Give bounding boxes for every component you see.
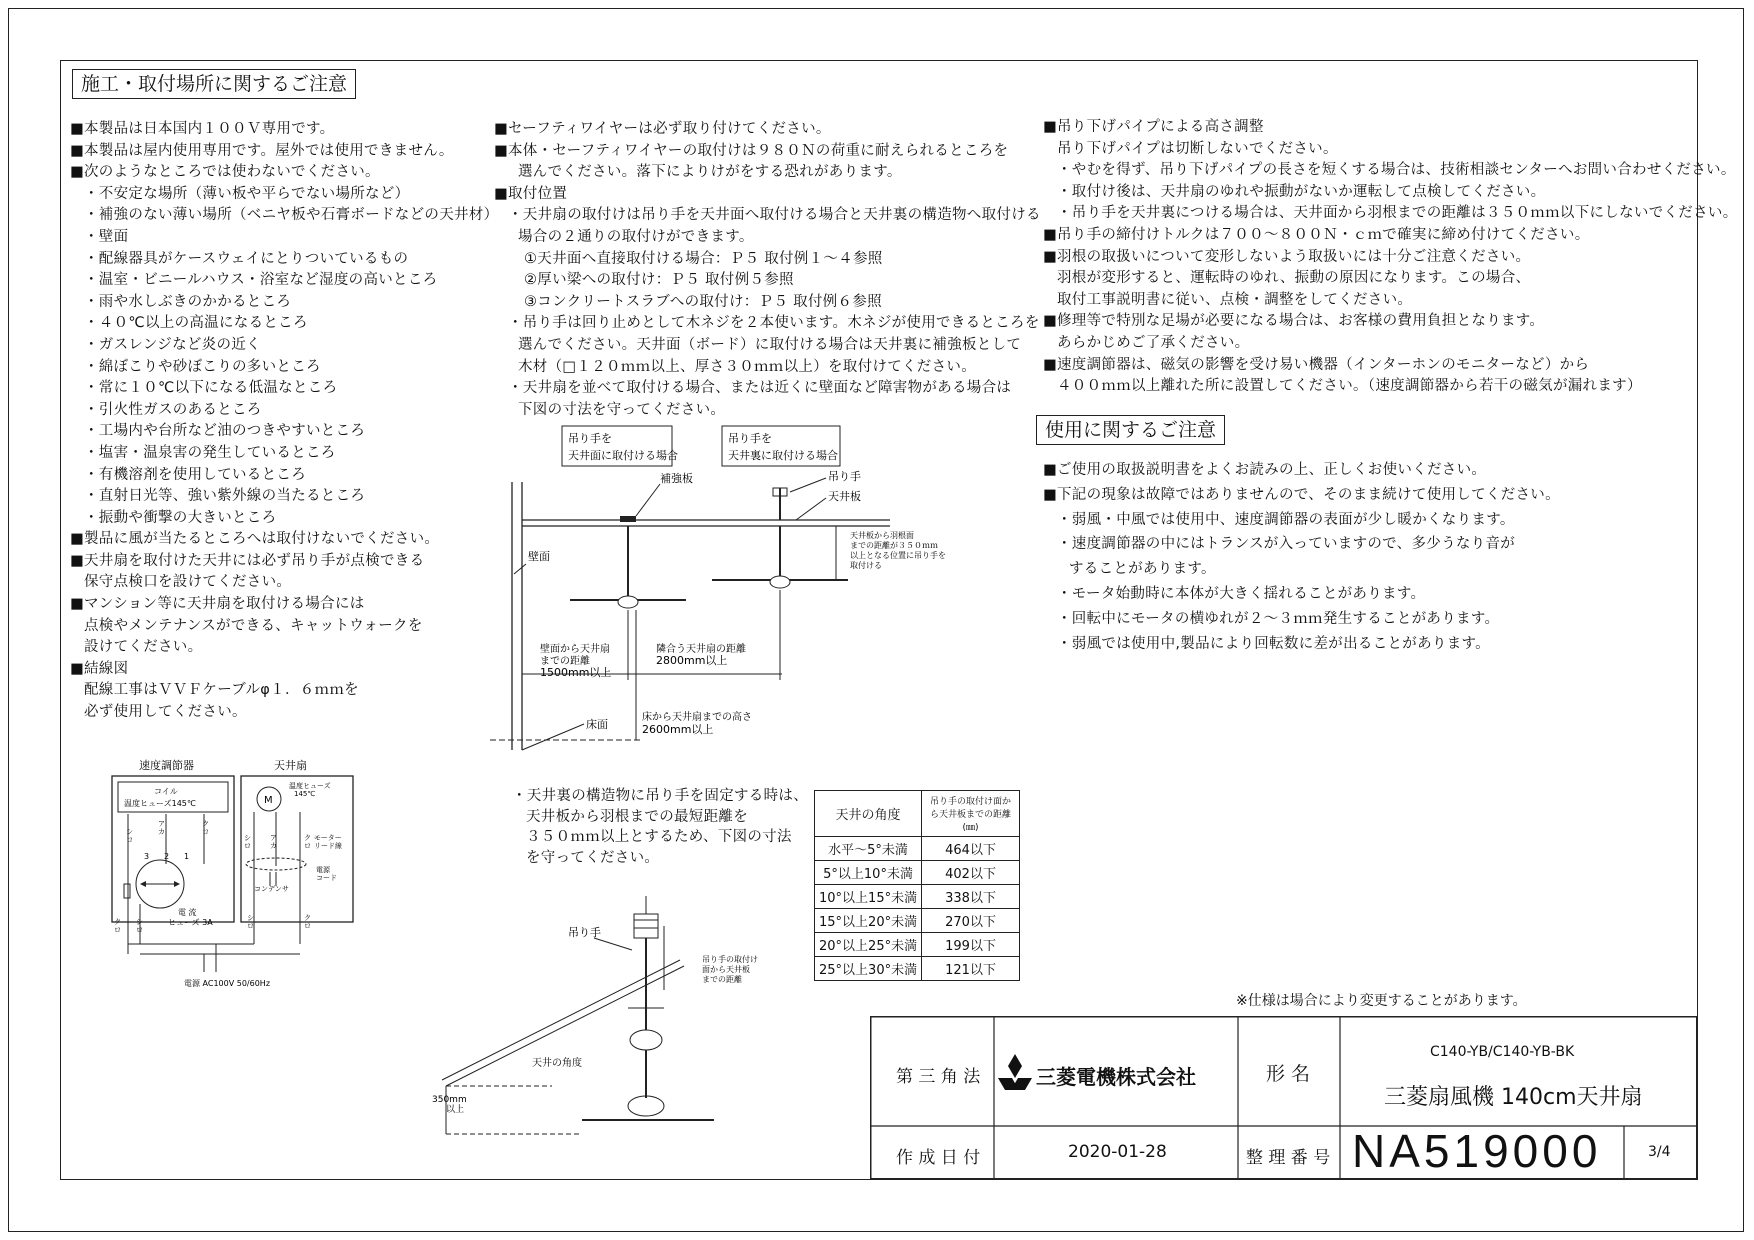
angle-cell: 10°以上15°未満 xyxy=(815,885,922,909)
wall-dist-line3: 1500mm以上 xyxy=(540,666,612,679)
text-line: ■結線図 xyxy=(70,660,129,677)
text-line: 場合の２通りの取付けができます。 xyxy=(518,228,754,245)
ceiling-fan-label: 天井扇 xyxy=(274,759,307,772)
mm350-line2: 以上 xyxy=(446,1105,465,1115)
text-line: ■本体・セーフティワイヤーの取付けは９８０Ｎの荷重に耐えられるところを xyxy=(494,142,1009,159)
wiring-diagram xyxy=(104,754,364,994)
text-line: ・回転中にモータの横ゆれが２～３ｍｍ発生することがあります。 xyxy=(1057,610,1500,627)
text-line: ・雨や水しぶきのかかるところ xyxy=(84,293,292,310)
mm350-line1: 350mm xyxy=(432,1095,467,1105)
text-line: 選んでください。落下によりけがをする恐れがあります。 xyxy=(518,164,902,181)
text-line: 保守点検口を設けてください。 xyxy=(84,574,292,591)
motor-label: M xyxy=(264,795,273,806)
distance-cell: 270以下 xyxy=(922,909,1020,933)
distance-cell: 121以下 xyxy=(922,957,1020,981)
text-line: ①天井面へ直接取付ける場合：Ｐ５ 取付例１～４参照 xyxy=(524,250,883,267)
text-line: ・取付け後は、天井扇のゆれや振動がないか運転して点検してください。 xyxy=(1057,183,1546,200)
text-line: ■マンション等に天井扇を取付ける場合には xyxy=(70,596,365,613)
sloped-ceiling-diagram xyxy=(432,890,782,1150)
text-line: ■ご使用の取扱説明書をよくお読みの上、正しくお使いください。 xyxy=(1043,462,1487,478)
fuse-label-2: 145℃ xyxy=(294,790,316,798)
text-line: ・配線器具がケースウェイにとりついているもの xyxy=(84,250,409,267)
text-line: ■速度調節器は、磁気の影響を受け易い機器（インターホンのモニターなど）から xyxy=(1043,356,1590,373)
text-line: ・天井扇の取付けは吊り手を天井面へ取付ける場合と天井裏の構造物へ取付ける xyxy=(508,207,1041,224)
angle-table-header-distance: 吊り手の取付け面から天井板までの距離(㎜) xyxy=(922,791,1020,837)
tsurite2-label: 吊り手 xyxy=(568,926,601,939)
text-line: 取付工事説明書に従い、点検・調整をしてください。 xyxy=(1057,291,1413,308)
distance-cell: 199以下 xyxy=(922,933,1020,957)
number-label: 整 理 番 号 xyxy=(1246,1148,1331,1168)
box2-line1: 吊り手を xyxy=(728,432,772,445)
text-line: ・壁面 xyxy=(84,228,129,245)
angle-cell: 25°以上30°未満 xyxy=(815,957,922,981)
angle-label: 天井の角度 xyxy=(532,1058,582,1069)
dist350-line3: 以上となる位置に吊り手を xyxy=(850,551,946,560)
adj-dist-line1: 隣合う天井扇の距離 xyxy=(656,644,746,655)
text-line: ３５０ｍｍ以上とするため、下図の寸法 xyxy=(526,829,792,845)
text-line: ■羽根の取扱いについて変形しないよう取扱いには十分ご注意ください。 xyxy=(1043,248,1531,265)
text-line: ・弱風・中風では使用中、速度調節器の表面が少し暖かくなります。 xyxy=(1057,511,1515,528)
svg-text:ロ: ロ xyxy=(202,828,209,836)
angle-cell: 水平～5°未満 xyxy=(815,837,922,861)
document-number: NA519000 xyxy=(1352,1125,1602,1177)
text-line: ・吊り手は回り止めとして木ネジを２本使います。木ネジが使用できるところを xyxy=(508,315,1040,332)
section-title-installation: 施工・取付場所に関するご注意 xyxy=(72,69,356,99)
adj-dist-line2: 2800mm以上 xyxy=(656,654,728,667)
product-name: 三菱扇風機 140cm天井扇 xyxy=(1384,1085,1643,1110)
svg-text:1: 1 xyxy=(184,852,190,861)
text-line: ・４０℃以上の高温になるところ xyxy=(84,315,308,332)
svg-text:ア: ア xyxy=(158,820,165,828)
text-line: ・直射日光等、強い紫外線の当たるところ xyxy=(84,488,366,505)
text-line: ・天井扇を並べて取付ける場合、または近くに壁面など障害物がある場合は xyxy=(508,380,1012,397)
speed-controller-label: 速度調節器 xyxy=(139,759,194,772)
text-line: ・ガスレンジなど炎の近く xyxy=(84,336,261,353)
svg-text:シ: シ xyxy=(244,834,251,842)
text-line: ■吊り手の締付けトルクは７００～８００Ｎ・ｃｍで確実に締め付けてください。 xyxy=(1043,226,1590,243)
svg-text:ク: ク xyxy=(304,914,311,922)
creation-date: 2020-01-28 xyxy=(1068,1142,1167,1162)
projection-label: 第 三 角 法 xyxy=(896,1067,981,1087)
text-line: ・モータ始動時に本体が大きく揺れることがあります。 xyxy=(1057,585,1426,602)
table-row xyxy=(815,957,1020,981)
text-line: ■吊り下げパイプによる高さ調整 xyxy=(1043,119,1264,135)
svg-text:カ: カ xyxy=(158,828,165,836)
model-label: 形 名 xyxy=(1266,1063,1311,1085)
column-2-text xyxy=(494,119,1041,421)
text-line: ・塩害・温泉害の発生しているところ xyxy=(84,444,336,461)
text-line: ・温室・ビニールハウス・浴室など湿度の高いところ xyxy=(84,272,438,289)
text-line: ・引火性ガスのあるところ xyxy=(84,401,262,418)
text-line: ■取付位置 xyxy=(494,185,568,202)
text-line: ■製品に風が当たるところへは取付けないでください。 xyxy=(70,531,440,548)
box1-line1: 吊り手を xyxy=(568,432,612,445)
motor-lead-label-1: モーター xyxy=(314,834,342,842)
svg-text:3: 3 xyxy=(144,852,150,861)
text-line: ・やむを得ず、吊り下げパイプの長さを短くする場合は、技術相談センターへお問い合わせください。 xyxy=(1057,162,1736,179)
svg-text:ロ: ロ xyxy=(114,926,121,934)
svg-text:ロ: ロ xyxy=(136,926,143,934)
angle-table xyxy=(814,790,1020,981)
model-code: C140-YB/C140-YB-BK xyxy=(1430,1044,1575,1060)
text-line: ・弱風では使用中,製品により回転数に差が出ることがあります。 xyxy=(1057,635,1490,652)
svg-text:2: 2 xyxy=(164,852,170,861)
floor-dist-line2: 2600mm以上 xyxy=(642,723,714,736)
angle-cell: 20°以上25°未満 xyxy=(815,933,922,957)
text-line: ・天井裏の構造物に吊り手を固定する時は、 xyxy=(512,788,808,804)
current-fuse-label-2: ヒューズ 3A xyxy=(168,918,213,927)
text-line: ■修理等で特別な足場が必要になる場合は、お客様の費用負担となります。 xyxy=(1043,313,1545,330)
text-line: ③コンクリートスラブへの取付け：Ｐ５ 取付例６参照 xyxy=(524,293,882,310)
thermal-fuse-label: 温度ヒューズ145℃ xyxy=(124,799,196,808)
svg-text:カ: カ xyxy=(270,842,277,850)
text-line: 下図の寸法を守ってください。 xyxy=(518,401,726,418)
angle-table-header-angle: 天井の角度 xyxy=(815,791,922,837)
distance-cell: 338以下 xyxy=(922,885,1020,909)
spec-change-note: ※仕様は場合により変更することがあります。 xyxy=(1236,993,1527,1009)
svg-text:シ: シ xyxy=(126,828,133,836)
condenser-label: コンデンサ xyxy=(254,885,289,893)
svg-text:ロ: ロ xyxy=(304,922,311,930)
table-row xyxy=(815,909,1020,933)
text-line: ■天井扇を取付けた天井には必ず吊り手が点検できる xyxy=(70,552,425,569)
text-line: 木材（□１２０ｍｍ以上、厚さ３０ｍｍ以上）を取付けてください。 xyxy=(518,358,976,375)
svg-text:ア: ア xyxy=(270,834,277,842)
text-line: あらかじめご了承ください。 xyxy=(1057,334,1250,351)
speed-controller-box xyxy=(112,776,234,922)
text-line: ■セーフティワイヤーは必ず取り付けてください。 xyxy=(494,121,831,137)
date-label: 作 成 日 付 xyxy=(896,1148,981,1168)
wall-dist-line2: までの距離 xyxy=(540,656,590,667)
company-name: 三菱電機株式会社 xyxy=(1036,1065,1196,1089)
box1-line2: 天井面に取付ける場合 xyxy=(568,449,678,462)
text-line: 設けてください。 xyxy=(84,639,203,656)
column-1-text xyxy=(70,119,498,724)
box2-line2: 天井裏に取付ける場合 xyxy=(728,449,838,462)
text-line: ・工場内や台所など油のつきやすいところ xyxy=(84,423,366,440)
distance-cell: 402以下 xyxy=(922,861,1020,885)
text-line: ・有機溶剤を使用しているところ xyxy=(84,466,306,483)
usage-notes-text xyxy=(1043,458,1560,656)
svg-text:ロ: ロ xyxy=(244,842,251,850)
svg-text:ク: ク xyxy=(304,834,311,842)
dist350-line2: までの距離が３５０ｍｍ xyxy=(850,541,938,550)
svg-text:ク: ク xyxy=(114,918,121,926)
table-row xyxy=(815,861,1020,885)
dist350-line1: 天井板から羽根面 xyxy=(850,531,914,540)
text-line: することがあります。 xyxy=(1069,561,1216,578)
text-line: ■本製品は日本国内１００Ｖ専用です。 xyxy=(70,121,335,137)
power-label: 電源 AC100V 50/60Hz xyxy=(184,979,271,988)
text-line: ・振動や衝撃の大きいところ xyxy=(84,509,277,526)
power-cord-label-2: コード xyxy=(316,874,337,882)
coil-label: コイル xyxy=(154,787,178,796)
tenjoita-label: 天井板 xyxy=(828,490,861,503)
text-line: 選んでください。天井面（ボード）に取付ける場合は天井裏に補強板として xyxy=(518,336,1022,353)
text-line: 点検やメンテナンスができる、キャットウォークを xyxy=(84,617,423,634)
wall-label: 壁面 xyxy=(528,550,550,563)
power-cord-label-1: 電源 xyxy=(316,866,330,874)
svg-text:ロ: ロ xyxy=(247,922,254,930)
svg-text:ロ: ロ xyxy=(304,842,311,850)
wall-dist-line1: 壁面から天井扇 xyxy=(540,644,610,655)
table-row xyxy=(815,933,1020,957)
svg-text:シ: シ xyxy=(247,914,254,922)
text-line: 吊り下げパイプは切断しないでください。 xyxy=(1057,140,1338,157)
text-line: 必ず使用してください。 xyxy=(84,704,247,721)
motor-lead-label-2: リード線 xyxy=(314,842,342,850)
dist350-line4: 取付ける xyxy=(850,561,882,570)
section-title-usage: 使用に関するご注意 xyxy=(1036,415,1225,445)
current-fuse-label-1: 電 流 xyxy=(178,908,197,917)
table-row xyxy=(815,837,1020,861)
dist2-line1: 吊り手の取付け xyxy=(702,955,758,964)
text-line: ・不安定な場所（薄い板や平らでない場所など） xyxy=(84,185,410,202)
text-line: ・吊り手を天井裏につける場合は、天井面から羽根までの距離は３５０ｍｍ以下にしないでください。 xyxy=(1057,205,1738,222)
svg-text:シ: シ xyxy=(136,918,143,926)
fuse-label-1: 温度ヒューズ xyxy=(289,782,331,790)
installation-diagram xyxy=(490,420,946,770)
text-line: ・常に１０℃以下になる低温なところ xyxy=(84,380,338,397)
angle-cell: 15°以上20°未満 xyxy=(815,909,922,933)
text-line: 配線工事はＶＶＦケーブルφ１．６ｍｍを xyxy=(84,682,359,699)
text-line: 羽根が変形すると、運転時のゆれ、振動の原因になります。この場合、 xyxy=(1057,270,1531,287)
svg-text:ロ: ロ xyxy=(126,836,133,844)
text-line: を守ってください。 xyxy=(526,849,660,866)
floor-label: 床面 xyxy=(586,718,608,731)
dist2-line2: 面から天井板 xyxy=(702,965,750,974)
floor-dist-line1: 床から天井扇までの高さ xyxy=(642,712,752,723)
text-line: ■下記の現象は故障ではありませんので、そのまま続けて使用してください。 xyxy=(1043,486,1560,503)
text-line: ４００ｍｍ以上離れた所に設置してください。（速度調節器から若干の磁気が漏れます） xyxy=(1057,378,1642,395)
table-row xyxy=(815,885,1020,909)
dist2-line3: までの距離 xyxy=(702,975,742,984)
svg-text:ク: ク xyxy=(202,820,209,828)
text-line: ・速度調節器の中にはトランスが入っていますので、多少うなり音が xyxy=(1057,536,1516,553)
text-line: 天井板から羽根までの最短距離を xyxy=(526,808,748,825)
column-3-text xyxy=(1043,117,1738,398)
install-note-text xyxy=(512,786,808,868)
text-line: ・綿ぼこりや砂ぼこりの多いところ xyxy=(84,358,321,375)
text-line: ・補強のない薄い場所（ベニヤ板や石膏ボードなどの天井材） xyxy=(84,207,499,224)
tsurite-label: 吊り手 xyxy=(828,470,861,483)
text-line: ■本製品は屋内使用専用です。屋外では使用できません。 xyxy=(70,142,454,159)
page-number: 3/4 xyxy=(1648,1144,1671,1160)
hokyoban-label: 補強板 xyxy=(660,472,693,485)
text-line: ■次のようなところでは使わないでください。 xyxy=(70,164,380,181)
distance-cell: 464以下 xyxy=(922,837,1020,861)
text-line: ②厚い梁への取付け：Ｐ５ 取付例５参照 xyxy=(524,272,794,289)
angle-cell: 5°以上10°未満 xyxy=(815,861,922,885)
